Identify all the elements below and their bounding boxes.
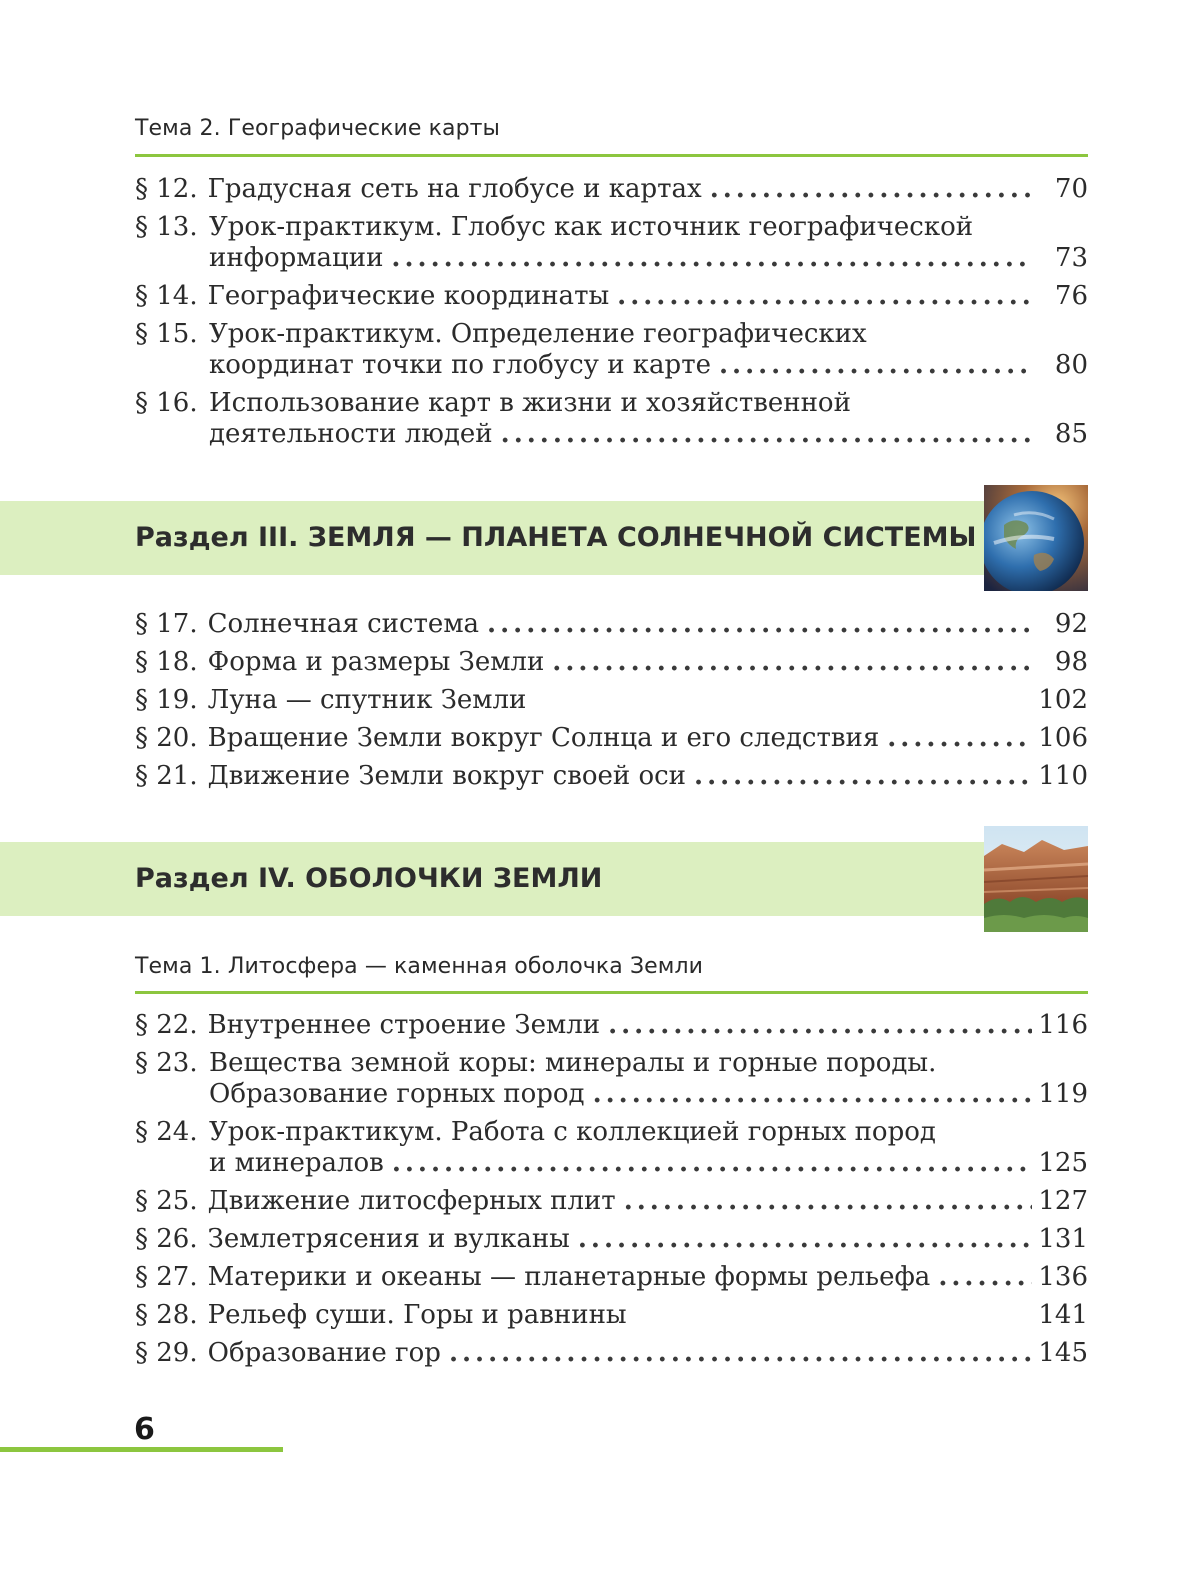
entry-number: § 29.: [135, 1338, 198, 1368]
leader-dots: [938, 1262, 1032, 1293]
entry-page: 110: [1038, 761, 1088, 791]
entry-page: 73: [1054, 243, 1088, 273]
section-4-band: [0, 842, 984, 916]
toc-entry[interactable]: [135, 1224, 1088, 1255]
leader-dots: [624, 1186, 1032, 1217]
entry-number: § 19.: [135, 685, 198, 715]
entry-title-cont: и минералов: [209, 1148, 384, 1178]
entry-number: § 28.: [135, 1300, 198, 1330]
entry-title-cont: Образование горных пород: [209, 1079, 585, 1109]
entry-title: Вращение Земли вокруг Солнца и его следствия: [207, 723, 880, 753]
entry-number: § 13.: [135, 212, 198, 242]
entry-page: 116: [1038, 1010, 1088, 1040]
entry-number: § 27.: [135, 1262, 198, 1292]
section-3-band: [0, 501, 984, 575]
leader-dots: [391, 243, 1032, 274]
toc-entry[interactable]: [135, 1010, 1088, 1041]
toc-entry[interactable]: [135, 174, 1088, 205]
toc-entry[interactable]: [135, 609, 1088, 640]
toc-entry[interactable]: [135, 281, 1088, 312]
leader-dots: [710, 174, 1032, 205]
toc-entry[interactable]: [135, 1262, 1088, 1293]
leader-dots: [593, 1079, 1032, 1110]
topic-2-title: Тема 2. Географические карты: [135, 116, 501, 141]
entry-number: § 22.: [135, 1010, 198, 1040]
toc-entry[interactable]: [135, 1186, 1088, 1217]
entry-page: 76: [1054, 281, 1088, 311]
toc-entry[interactable]: [135, 388, 1088, 450]
entry-number: § 24.: [135, 1117, 198, 1147]
mountain-landscape-picture: [984, 826, 1088, 932]
entry-title: Урок-практикум. Работа с коллекцией горных пород: [209, 1117, 936, 1147]
earth-globe-picture: [984, 485, 1088, 591]
entry-title-cont: координат точки по глобусу и карте: [209, 350, 711, 380]
toc-entry[interactable]: [135, 685, 1088, 716]
entry-page: 127: [1038, 1186, 1088, 1216]
entry-page: 70: [1054, 174, 1088, 204]
entry-number: § 20.: [135, 723, 198, 753]
entry-page: 98: [1054, 647, 1088, 677]
entry-number: § 17.: [135, 609, 198, 639]
entry-number: § 18.: [135, 647, 198, 677]
page-number: 6: [134, 1412, 155, 1447]
leader-dots: [501, 419, 1032, 450]
entry-number: § 25.: [135, 1186, 198, 1216]
entry-page: 141: [1038, 1300, 1088, 1330]
toc-entry[interactable]: [135, 647, 1088, 678]
entry-page: 125: [1038, 1148, 1088, 1178]
toc-entry[interactable]: [135, 319, 1088, 381]
entry-page: 119: [1038, 1079, 1088, 1109]
entry-title: Движение литосферных плит: [207, 1186, 616, 1216]
leader-dots: [449, 1338, 1032, 1369]
entry-title: Внутреннее строение Земли: [207, 1010, 601, 1040]
entry-title: Градусная сеть на глобусе и картах: [207, 174, 702, 204]
entry-page: 106: [1038, 723, 1088, 753]
section-4-title: Раздел IV. ОБОЛОЧКИ ЗЕМЛИ: [135, 863, 603, 894]
leader-dots: [578, 1224, 1032, 1255]
toc-entry[interactable]: [135, 723, 1088, 754]
entry-title: Использование карт в жизни и хозяйственной: [209, 388, 851, 418]
entry-number: § 12.: [135, 174, 198, 204]
entry-title: Образование гор: [207, 1338, 441, 1368]
leader-dots: [487, 609, 1032, 640]
topic-1-rule: [135, 991, 1088, 994]
entry-page: 92: [1054, 609, 1088, 639]
page-number-rule: [0, 1447, 283, 1452]
entry-title: Вещества земной коры: минералы и горные породы.: [209, 1048, 937, 1078]
entry-title: Урок-практикум. Определение географических: [209, 319, 867, 349]
leader-dots: [552, 647, 1032, 678]
entry-title: Землетрясения и вулканы: [207, 1224, 570, 1254]
topic-1-title: Тема 1. Литосфера — каменная оболочка Земли: [135, 954, 704, 979]
section-3-entries: [135, 609, 1088, 799]
toc-entry[interactable]: [135, 1117, 1088, 1179]
section-3-title: Раздел III. ЗЕМЛЯ — ПЛАНЕТА СОЛНЕЧНОЙ СИСТЕМЫ: [135, 522, 977, 553]
toc-entry[interactable]: [135, 761, 1088, 792]
entry-page: 131: [1038, 1224, 1088, 1254]
entry-number: § 23.: [135, 1048, 198, 1078]
leader-dots: [694, 761, 1032, 792]
entry-page: 80: [1054, 350, 1088, 380]
entry-title: Географические координаты: [207, 281, 610, 311]
topic-1-entries: [135, 1010, 1088, 1376]
entry-title: Солнечная система: [207, 609, 480, 639]
topic-2-rule: [135, 154, 1088, 157]
entry-number: § 26.: [135, 1224, 198, 1254]
entry-number: § 21.: [135, 761, 198, 791]
entry-number: § 16.: [135, 388, 198, 418]
entry-title: Урок-практикум. Глобус как источник географической: [209, 212, 974, 242]
entry-title: Движение Земли вокруг своей оси: [207, 761, 687, 791]
entry-number: § 15.: [135, 319, 198, 349]
leader-dots: [392, 1148, 1032, 1179]
leader-dots: [719, 350, 1032, 381]
toc-entry[interactable]: [135, 1338, 1088, 1369]
leader-dots: [887, 723, 1032, 754]
toc-entry[interactable]: [135, 1300, 1088, 1331]
entry-title: Луна — спутник Земли: [207, 685, 527, 715]
leader-dots: [608, 1010, 1032, 1041]
topic-2-entries: [135, 174, 1088, 457]
entry-title-cont: информации: [209, 243, 384, 273]
entry-title: Рельеф суши. Горы и равнины: [207, 1300, 627, 1330]
entry-page: 102: [1038, 685, 1088, 715]
leader-dots: [617, 281, 1032, 312]
entry-number: § 14.: [135, 281, 198, 311]
toc-entry[interactable]: [135, 212, 1088, 274]
entry-page: 136: [1038, 1262, 1088, 1292]
entry-title: Форма и размеры Земли: [207, 647, 545, 677]
toc-entry[interactable]: [135, 1048, 1088, 1110]
entry-title: Материки и океаны — планетарные формы рельефа: [207, 1262, 931, 1292]
entry-page: 145: [1038, 1338, 1088, 1368]
entry-page: 85: [1054, 419, 1088, 449]
entry-title-cont: деятельности людей: [209, 419, 493, 449]
